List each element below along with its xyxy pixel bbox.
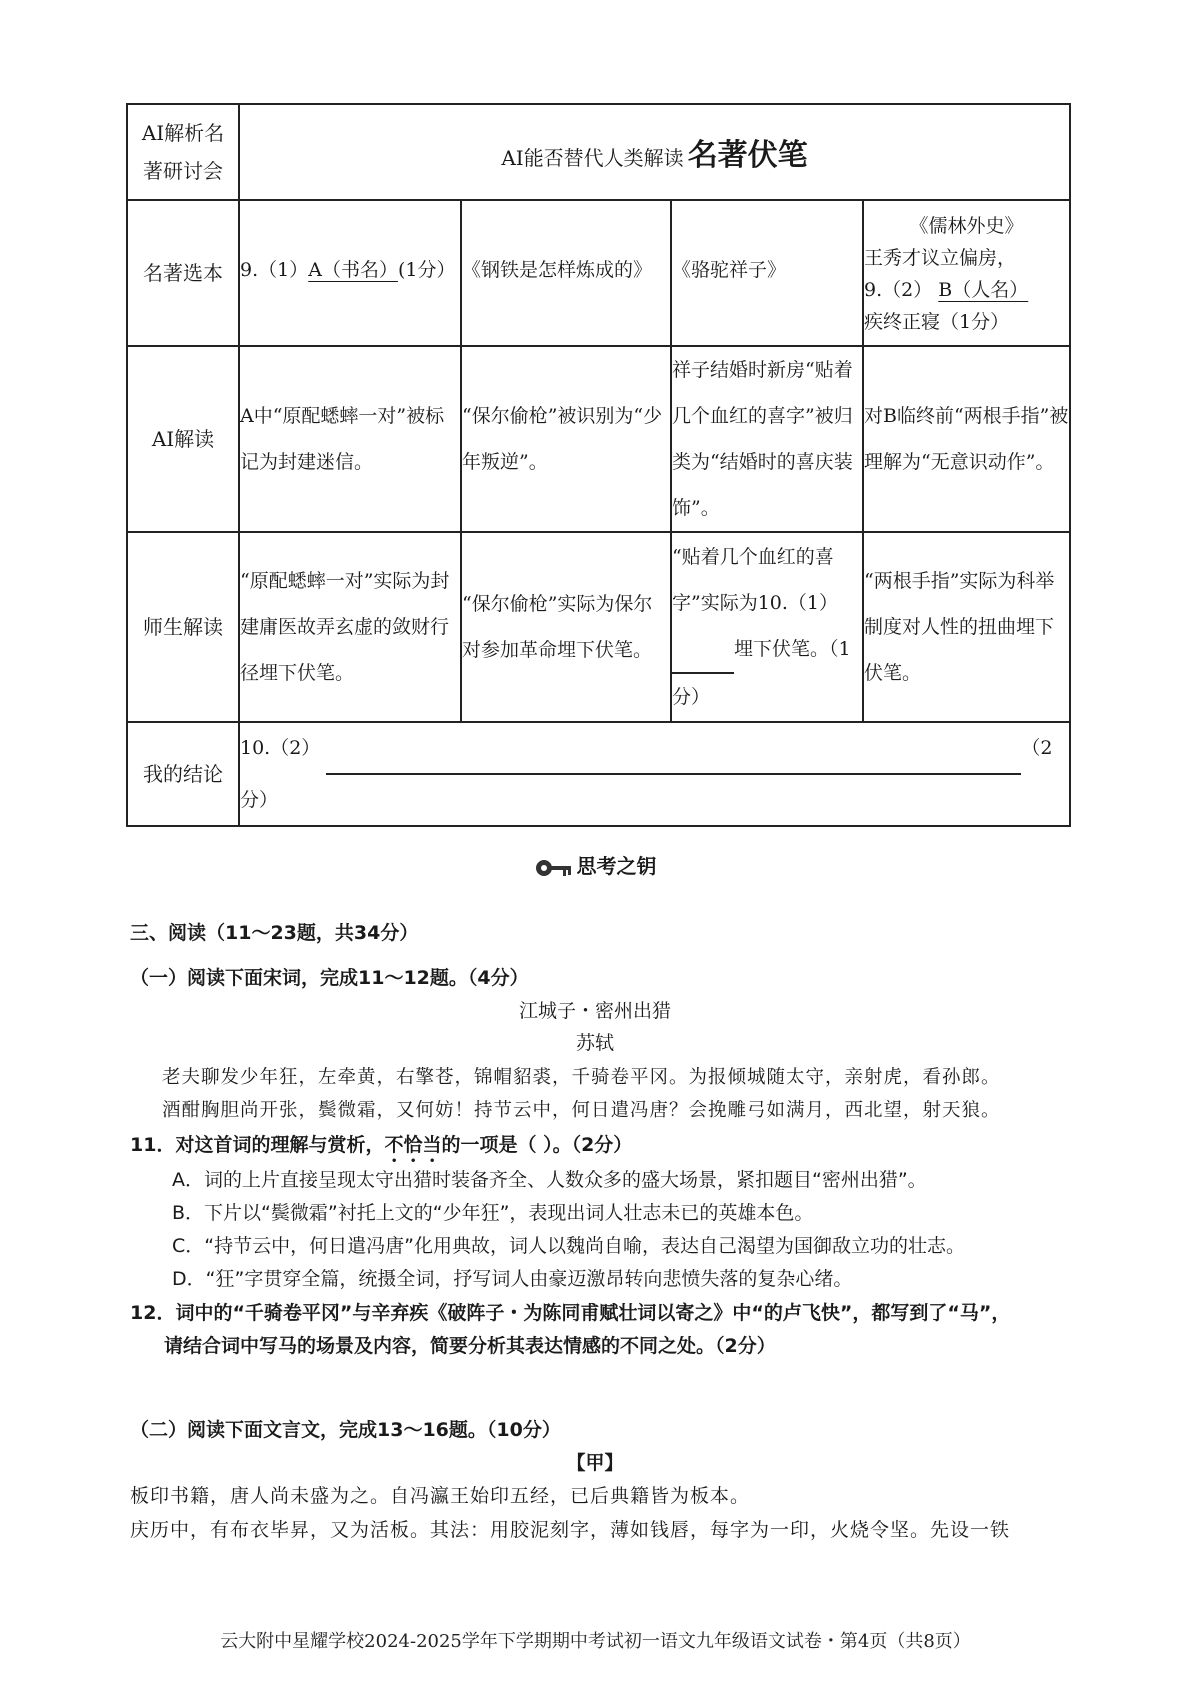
row-label-conclusion: 我的结论: [127, 722, 239, 826]
question-12-line-1: 12．词中的“千骑卷平冈”与辛弃疾《破阵子・为陈同甫赋壮词以寄之》中“的卢飞快”，都写到了“马”，: [130, 1302, 1011, 1324]
q11-option-d[interactable]: D．“狂”字贯穿全篇，统摄全词，抒写词人由豪迈激昂转向悲愤失落的复杂心绪。: [172, 1268, 853, 1290]
book-rulin-title: 《儒林外史》: [909, 215, 1024, 237]
tip-title: 思考之钥: [576, 854, 657, 878]
page-footer: 云大附中星耀学校2024-2025学年下学期期中考试初一语文九年级语文试卷・第4页（共8页）: [220, 1631, 971, 1652]
cell-ai-camel: 祥子结婚时新房“贴着几个血红的喜字”被归类为“结婚时的喜庆装饰”。: [671, 346, 863, 532]
table-row: [127, 104, 1070, 200]
book-rulin-line4: 疾终正寝（1分）: [864, 311, 1010, 333]
blank-10-1[interactable]: [672, 626, 734, 674]
q11-option-c[interactable]: C．“持节云中，何日遣冯唐”化用典故，词人以魏尚自喻，表达自己渴望为国御敌立功的壮志。: [172, 1235, 965, 1257]
table-title-small: AI能否替代人类解读: [501, 146, 684, 170]
poem-line-2: 酒酣胸胆尚开张，鬓微霜，又何妨！持节云中，何日遣冯唐？会挽雕弓如满月，西北望，射天狼。: [162, 1100, 1001, 1121]
q11-option-a[interactable]: A．词的上片直接呈现太守出猎时装备齐全、人数众多的盛大场景，紧扣题目“密州出猎”。: [172, 1169, 927, 1191]
teacher-camel-text: “贴着几个血红的喜字”实际为10.（1）: [672, 546, 839, 614]
q11-text-end: 的一项是（ ）。（2分）: [441, 1134, 633, 1156]
blank-book-a[interactable]: A（书名）: [308, 259, 398, 281]
cell-teacher-camel: [671, 532, 863, 722]
passage-jia-label: 【甲】: [566, 1452, 624, 1474]
row-label-books: 名著选本: [127, 200, 239, 346]
table-row: [127, 200, 1070, 346]
part1-heading: [130, 963, 529, 990]
cell-book-a: [239, 200, 461, 346]
score-9-1: (1分）: [397, 259, 456, 281]
question-10-2-number: 10.（2）: [240, 737, 321, 759]
question-9-1-number: 9.（1）: [240, 259, 309, 281]
poem-author: 苏轼: [575, 1032, 614, 1054]
question-11: [130, 1130, 632, 1167]
table-title-big: 名著伏笔: [687, 138, 808, 173]
table-title: [239, 104, 1070, 200]
cell-teacher-steel: “保尔偷枪”实际为保尔对参加革命埋下伏笔。: [461, 532, 671, 722]
tip-heading: [0, 850, 1191, 880]
blank-person-b[interactable]: B（人名）: [938, 279, 1029, 301]
poem-title: 江城子・密州出猎: [518, 1000, 671, 1022]
table-row: [127, 722, 1070, 826]
poem-line-1: 老夫聊发少年狂，左牵黄，右擎苍，锦帽貂裘，千骑卷平冈。为报倾城随太守，亲射虎，看孙郎。: [162, 1067, 1001, 1088]
cell-book-camel: 《骆驼祥子》: [671, 200, 863, 346]
part2-heading: （二）阅读下面文言文，完成13～16题。（10分）: [130, 1419, 561, 1441]
blank-10-2[interactable]: [326, 723, 1021, 775]
cell-conclusion: [239, 722, 1070, 826]
cell-teacher-a: “原配蟋蟀一对”实际为封建庸医故弄玄虚的敛财行径埋下伏笔。: [239, 532, 461, 722]
table-row: [127, 532, 1070, 722]
cell-book-rulin: [863, 200, 1070, 346]
book-rulin-line2: 王秀才议立偏房，: [864, 247, 1017, 269]
part1-heading-text: （一）阅读下面宋词，完成11～12题。（4分）: [130, 967, 529, 989]
passage-line-1: 板印书籍，唐人尚未盛为之。自冯瀛王始印五经，已后典籍皆为板本。: [130, 1485, 751, 1507]
row-label-ai: AI解读: [127, 346, 239, 532]
table-row: [127, 346, 1070, 532]
cell-teacher-b: “两根手指”实际为科举制度对人性的扭曲埋下伏笔。: [863, 532, 1070, 722]
cell-ai-a: A中“原配蟋蟀一对”被标记为封建迷信。: [239, 346, 461, 532]
novel-foreshadowing-table: [126, 103, 1071, 827]
row-label-teacher: 师生解读: [127, 532, 239, 722]
teacher-camel-text-end: 埋下伏笔。（1分）: [672, 638, 851, 708]
question-12-line-2: 请结合词中写马的场景及内容，简要分析其表达情感的不同之处。（2分）: [164, 1335, 776, 1357]
q11-option-b[interactable]: B．下片以“鬓微霜”衬托上文的“少年狂”，表现出词人壮志未已的英雄本色。: [172, 1202, 814, 1224]
cell-ai-steel: “保尔偷枪”被识别为“少年叛逆”。: [461, 346, 671, 532]
row-label-seminar: AI解析名著研讨会: [127, 104, 239, 200]
score-10-2: （2分）: [240, 737, 1053, 811]
passage-line-2: 庆历中，有布衣毕昇，又为活板。其法：用胶泥刻字，薄如钱唇，每字为一印，火烧令坚。先设一铁: [130, 1519, 1011, 1541]
question-9-2-number: 9.（2）: [864, 279, 933, 301]
section-heading: 三、阅读（11～23题，共34分）: [130, 922, 419, 944]
q11-text: 11．对这首词的理解与赏析，: [130, 1134, 385, 1156]
key-icon: [535, 856, 573, 880]
cell-book-steel: 《钢铁是怎样炼成的》: [461, 200, 671, 346]
q11-emphasis: 不恰当: [384, 1134, 442, 1156]
cell-ai-b: 对B临终前“两根手指”被理解为“无意识动作”。: [863, 346, 1070, 532]
